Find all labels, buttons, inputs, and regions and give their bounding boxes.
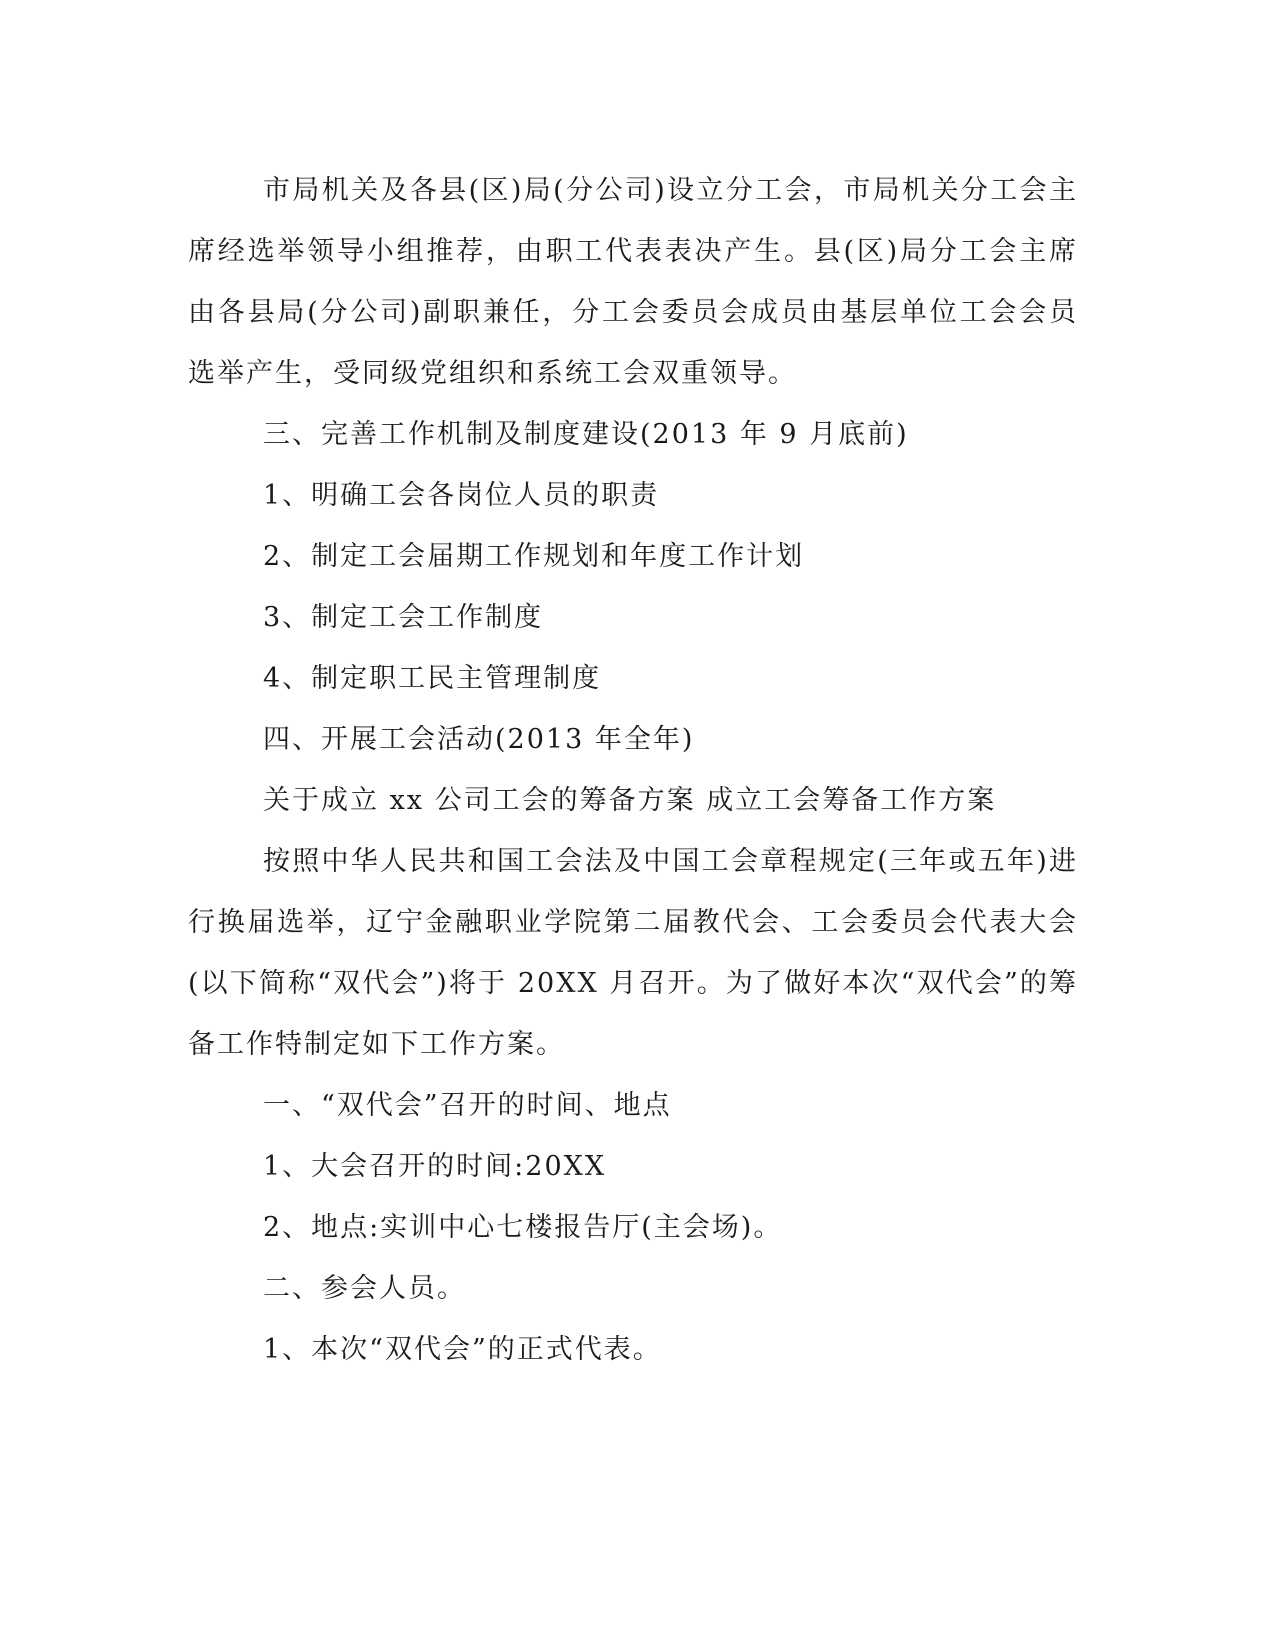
paragraph-intro: 按照中华人民共和国工会法及中国工会章程规定(三年或五年)进行换届选举，辽宁金融职业学院第二届教代会、工会委员会代表大会(以下简称“双代会”)将于 20XX 月召开。为了做好本次“双代会”的筹备工作特制定如下工作方案。 bbox=[188, 846, 1078, 1060]
list-item-delegates: 1、本次“双代会”的正式代表。 bbox=[263, 1334, 662, 1365]
heading-section-3: 三、完善工作机制及制度建设(2013 年 9 月底前) bbox=[263, 419, 909, 450]
list-item-1: 1、明确工会各岗位人员的职责 bbox=[263, 480, 660, 511]
list-item-meeting-time: 1、大会召开的时间:20XX bbox=[263, 1151, 607, 1182]
document-title: 关于成立 xx 公司工会的筹备方案 成立工会筹备工作方案 bbox=[263, 785, 997, 816]
list-item-4: 4、制定职工民主管理制度 bbox=[263, 663, 602, 694]
paragraph-branch-union-setup: 市局机关及各县(区)局(分公司)设立分工会，市局机关分工会主席经选举领导小组推荐，由职工代表表决产生。县(区)局分工会主席由各县局(分公司)副职兼任，分工会委员会成员由基层单位工会会员选举产生，受同级党组织和系统工会双重领导。 bbox=[188, 175, 1078, 389]
list-item-meeting-location: 2、地点:实训中心七楼报告厅(主会场)。 bbox=[263, 1212, 783, 1243]
list-item-3: 3、制定工会工作制度 bbox=[263, 602, 544, 633]
heading-section-4: 四、开展工会活动(2013 年全年) bbox=[263, 724, 695, 755]
list-item-2: 2、制定工会届期工作规划和年度工作计划 bbox=[263, 541, 805, 572]
heading-time-location: 一、“双代会”召开的时间、地点 bbox=[263, 1090, 672, 1121]
heading-attendees: 二、参会人员。 bbox=[263, 1273, 466, 1304]
document-body bbox=[188, 160, 1078, 1380]
